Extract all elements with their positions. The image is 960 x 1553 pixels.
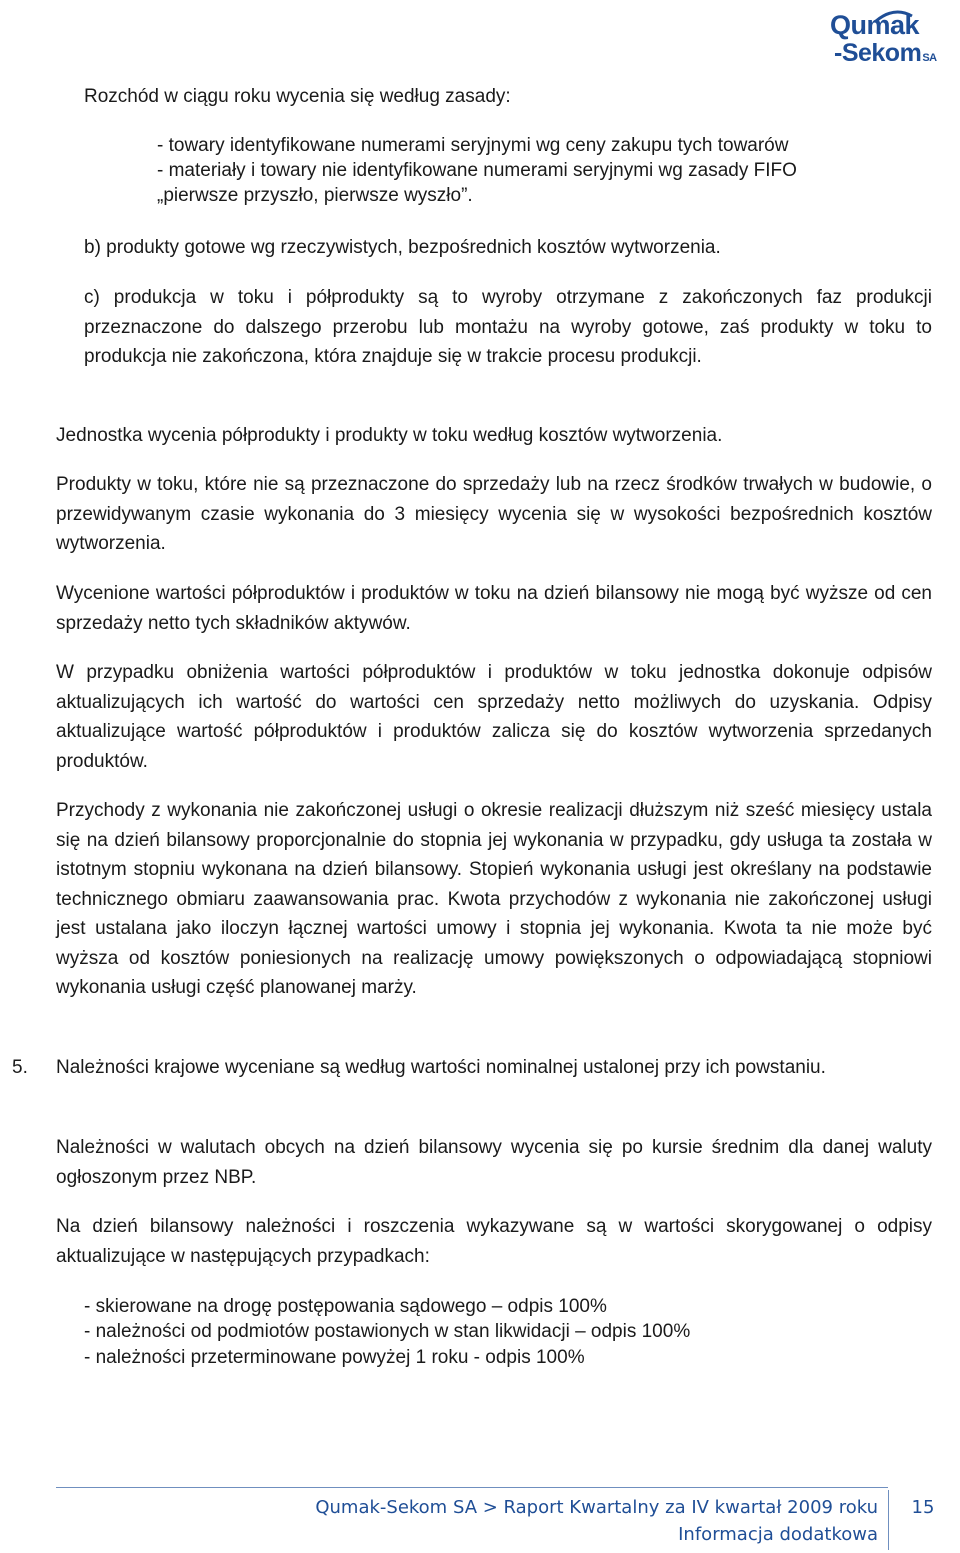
list2-item: - należności przeterminowane powyżej 1 roku - odpis 100% [84,1347,585,1368]
list1-item: „pierwsze przyszło, pierwsze wyszło”. [157,185,473,206]
footer-report-title: Qumak-Sekom SA > Raport Kwartalny za IV kwartał 2009 roku [315,1497,878,1518]
list-number: 5. [12,1057,28,1078]
paragraph-b: b) produkty gotowe wg rzeczywistych, bezpośrednich kosztów wytworzenia. [84,237,721,258]
paragraph-jednostka: Jednostka wycenia półprodukty i produkty w toku według kosztów wytworzenia. [56,425,723,446]
logo-text-line1: Qumak [830,10,920,40]
list2-item: - należności od podmiotów postawionych w stan likwidacji – odpis 100% [84,1321,691,1342]
paragraph-naleznosci-krajowe: Należności krajowe wyceniane są według wartości nominalnej ustalonej przy ich powstaniu. [56,1057,826,1078]
paragraph-przychody: Przychody z wykonania nie zakończonej usługi o okresie realizacji dłuższym niż sześć miesięcy ustala się na dzień bilansowy proporcjonalnie do stopnia jej wykonania w przypadku, gdy usługa ta została w istotnym stopniu wykonana na dzień bilansowy. Stopień wykonania usługi jest określany na podstawie technicznego obmiaru zaawansowania prac. Kwota przychodów z wykonania nie zakończonej usługi jest ustalana jako iloczyn łącznej wartości umowy i stopnia jej wykonania. Kwota ta nie może być wyższa od kosztów poniesionych na realizację umowy powiększonych o odpowiadającą stopniowi wykonania usługi część planowanej marży. [56,800,932,998]
footer-divider [56,1487,888,1488]
logo-suffix: SA [922,52,937,64]
paragraph-c: c) produkcja w toku i półprodukty są to wyroby otrzymane z zakończonych faz produkcji przeznaczone do dalszego przerobu lub montażu na wyroby gotowe, zaś produkty w toku to produkcja nie zakończona, która znajduje się w trakcie procesu produkcji. [84,287,932,367]
paragraph-produkty-w-toku: Produkty w toku, które nie są przeznaczone do sprzedaży lub na rzecz środków trwałych w budowie, o przewidywanym czasie wykonania do 3 miesięcy wycenia się w wysokości bezpośrednich kosztów wytworzenia. [56,474,932,554]
page-number: 15 [911,1497,935,1518]
logo-text-line2: -SekomSA [834,39,937,67]
paragraph-obnizenie: W przypadku obniżenia wartości półproduktów i produktów w toku jednostka dokonuje odpisów aktualizujących ich wartość do wartości cen sprzedaży netto możliwych do uzyskania. Odpisy aktualizujące wartość półproduktów i produktów zalicza się do kosztów wytworzenia sprzedanych produktów. [56,662,932,772]
list1-item: - towary identyfikowane numerami seryjnymi wg ceny zakupu tych towarów [157,135,789,156]
paragraph-rozchod: Rozchód w ciągu roku wycenia się według zasady: [84,86,511,107]
list2-item: - skierowane na drogę postępowania sądowego – odpis 100% [84,1296,607,1317]
company-logo [828,10,956,70]
paragraph-naleznosci-walutowe: Należności w walutach obcych na dzień bilansowy wycenia się po kursie średnim dla danej waluty ogłoszonym przez NBP. [56,1137,932,1188]
footer-page-divider [888,1490,889,1550]
footer-section-title: Informacja dodatkowa [678,1524,878,1545]
paragraph-wycenione: Wycenione wartości półproduktów i produktów w toku na dzień bilansowy nie mogą być wyższe od cen sprzedaży netto tych składników aktywów. [56,583,932,634]
paragraph-odpisy: Na dzień bilansowy należności i roszczenia wykazywane są w wartości skorygowanej o odpisy aktualizujące w następujących przypadkach: [56,1216,932,1267]
list1-item: - materiały i towary nie identyfikowane numerami seryjnymi wg zasady FIFO [157,160,797,181]
